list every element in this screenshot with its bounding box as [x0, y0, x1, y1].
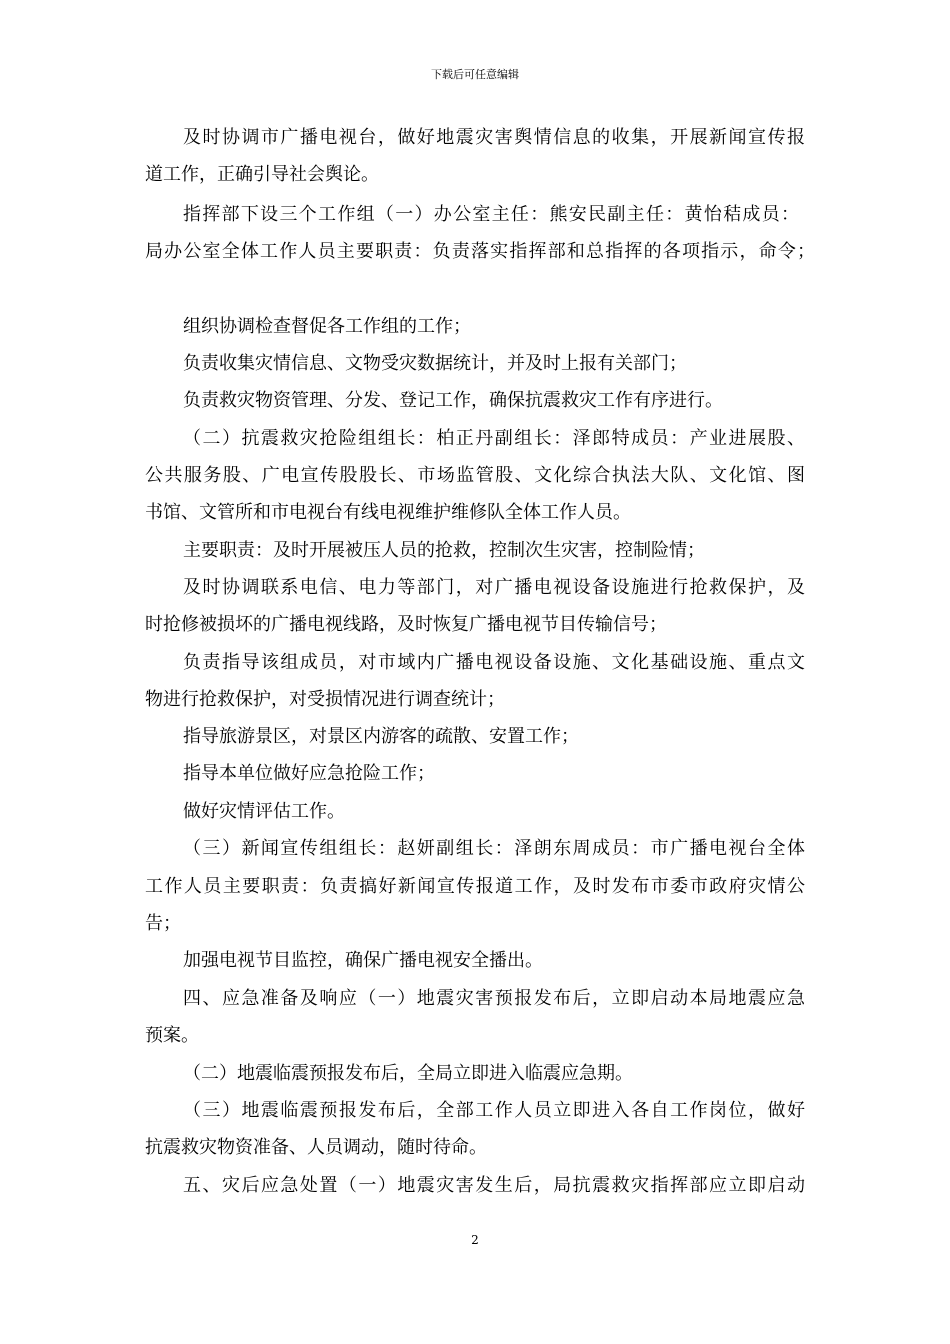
body-line: 时抢修被损坏的广播电视线路，及时恢复广播电视节目传输信号；	[145, 614, 667, 635]
body-line: 负责收集灾情信息、文物受灾数据统计，并及时上报有关部门；	[183, 353, 687, 374]
body-line: 抗震救灾物资准备、人员调动，随时待命。	[145, 1137, 487, 1158]
body-line: 公共服务股、广电宣传股股长、市场监管股、文化综合执法大队、文化馆、图	[145, 465, 805, 486]
body-line: （三）新闻宣传组组长：赵妍副组长：泽朗东周成员：市广播电视台全体	[183, 838, 805, 859]
body-line: 指导本单位做好应急抢险工作；	[183, 763, 435, 784]
body-line: 及时协调市广播电视台，做好地震灾害舆情信息的收集，开展新闻宣传报	[183, 127, 805, 148]
body-line: （二）抗震救灾抢险组组长：柏正丹副组长：泽郎特成员：产业进展股、	[183, 428, 805, 449]
body-line: 指挥部下设三个工作组（一）办公室主任：熊安民副主任：黄怡秸成员：	[183, 204, 799, 225]
page-number: 2	[471, 1233, 479, 1247]
body-line: 负责指导该组成员，对市域内广播电视设备设施、文化基础设施、重点文	[183, 652, 805, 673]
body-line: 预案。	[145, 1025, 199, 1046]
body-line: 道工作，正确引导社会舆论。	[145, 164, 379, 185]
body-line: 负责救灾物资管理、分发、登记工作，确保抗震救灾工作有序进行。	[183, 390, 723, 411]
body-line: 书馆、文管所和市电视台有线电视维护维修队全体工作人员。	[145, 502, 631, 523]
body-line: （三）地震临震预报发布后，全部工作人员立即进入各自工作岗位，做好	[183, 1100, 805, 1121]
body-line: 工作人员主要职责：负责搞好新闻宣传报道工作，及时发布市委市政府灾情公	[145, 876, 805, 897]
body-line: 加强电视节目监控，确保广播电视安全播出。	[183, 950, 543, 971]
body-line: 告；	[145, 913, 181, 934]
body-line: 做好灾情评估工作。	[183, 801, 345, 822]
body-line: 五、灾后应急处置（一）地震灾害发生后，局抗震救灾指挥部应立即启动	[183, 1175, 805, 1196]
body-line: 主要职责：及时开展被压人员的抢救，控制次生灾害，控制险情；	[183, 540, 705, 561]
body-line: 指导旅游景区，对景区内游客的疏散、安置工作；	[183, 726, 579, 747]
body-line: 物进行抢救保护，对受损情况进行调查统计；	[145, 689, 505, 710]
body-line: （二）地震临震预报发布后，全局立即进入临震应急期。	[183, 1063, 633, 1084]
body-line: 及时协调联系电信、电力等部门，对广播电视设备设施进行抢救保护，及	[183, 577, 805, 598]
body-line: 四、应急准备及响应（一）地震灾害预报发布后，立即启动本局地震应急	[183, 988, 805, 1009]
body-line: 组织协调检查督促各工作组的工作；	[183, 316, 471, 337]
body-line: 局办公室全体工作人员主要职责：负责落实指挥部和总指挥的各项指示，命令；	[145, 241, 815, 262]
page-header: 下载后可任意编辑	[431, 68, 519, 81]
